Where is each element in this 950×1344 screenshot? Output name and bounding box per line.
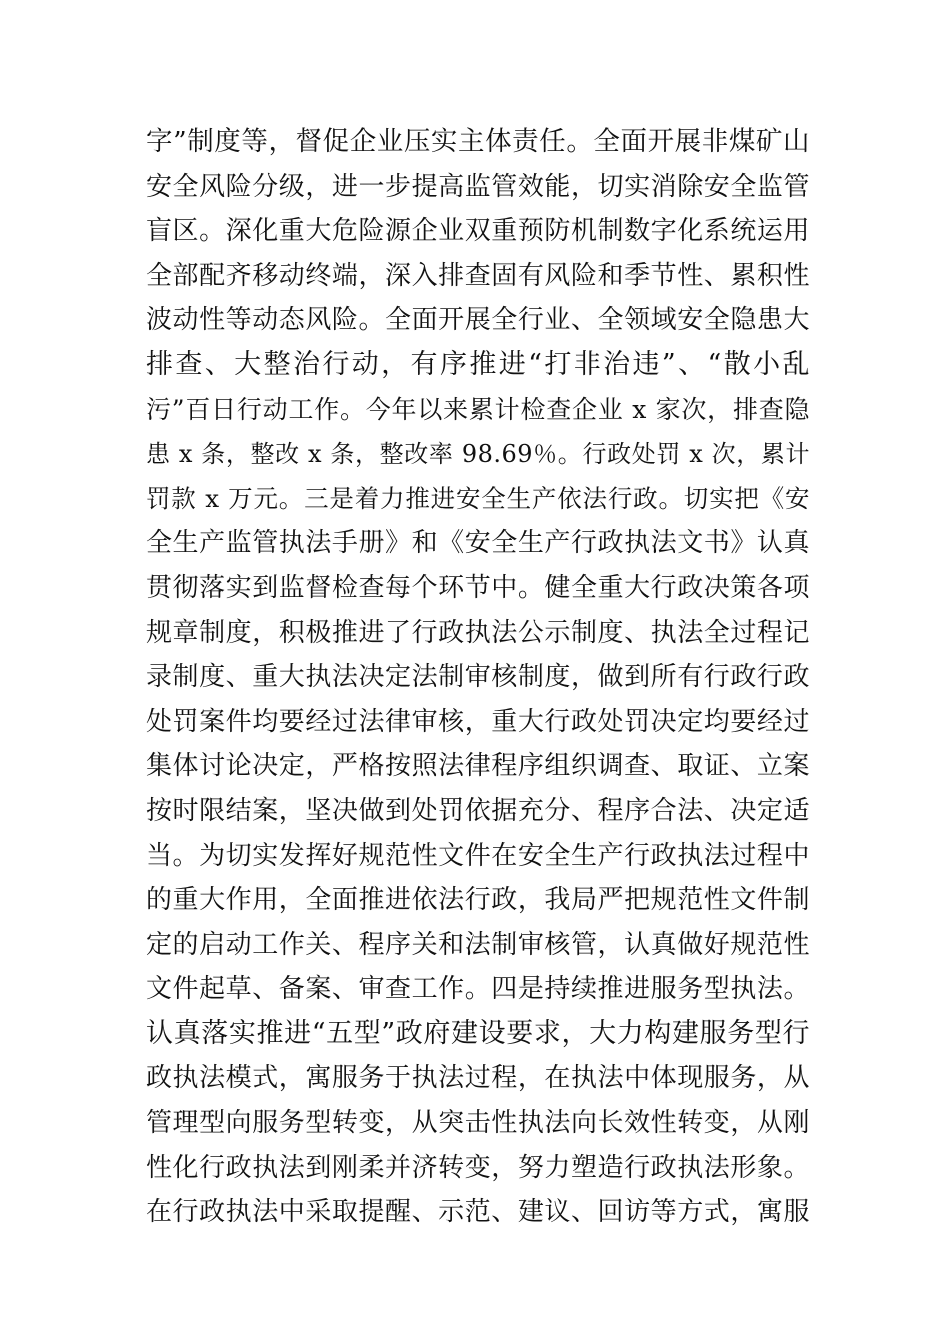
text-line: 性化行政执法到刚柔并济转变，努力塑造行政执法形象。 (146, 1152, 810, 1183)
text-line: 定的启动工作关、程序关和法制审核管，认真做好规范性 (146, 929, 810, 960)
text-line: 政执法模式，寓服务于执法过程，在执法中体现服务，从 (146, 1063, 810, 1094)
text-line: 盲区。深化重大危险源企业双重预防机制数字化系统运用 (146, 216, 810, 247)
text-line: 的重大作用，全面推进依法行政，我局严把规范性文件制 (146, 885, 810, 916)
text-line: 在行政执法中采取提醒、示范、建议、回访等方式，寓服 (146, 1197, 810, 1228)
text-line: 患 x 条，整改 x 条，整改率 98.69％。行政处罚 x 次，累计 (146, 440, 810, 469)
text-line: 按时限结案，坚决做到处罚依据充分、程序合法、决定适 (146, 795, 810, 826)
text-line: 排查、大整治行动，有序推进“打非治违”、“散小乱 (146, 348, 810, 380)
text-line: 贯彻落实到监督检查每个环节中。健全重大行政决策各项 (146, 572, 810, 603)
text-line: 录制度、重大执法决定法制审核制度，做到所有行政行政 (146, 662, 810, 693)
text-line: 全部配齐移动终端，深入排查固有风险和季节性、累积性 (146, 260, 810, 291)
text-line: 管理型向服务型转变，从突击性执法向长效性转变，从刚 (146, 1108, 810, 1139)
text-line: 认真落实推进“五型”政府建设要求，大力构建服务型行 (146, 1017, 810, 1049)
text-line: 字”制度等，督促企业压实主体责任。全面开展非煤矿山 (146, 126, 810, 157)
text-line: 污”百日行动工作。今年以来累计检查企业 x 家次，排查隐 (146, 394, 810, 424)
body-paragraph (146, 120, 810, 1235)
text-line: 当。为切实发挥好规范性文件在安全生产行政执法过程中 (146, 840, 810, 871)
text-line: 安全风险分级，进一步提高监管效能，切实消除安全监管 (146, 171, 810, 202)
text-line: 波动性等动态风险。全面开展全行业、全领域安全隐患大 (146, 305, 810, 336)
text-line: 全生产监管执法手册》和《安全生产行政执法文书》认真 (146, 528, 810, 559)
text-line: 文件起草、备案、审查工作。四是持续推进服务型执法。 (146, 974, 810, 1005)
text-line: 规章制度，积极推进了行政执法公示制度、执法全过程记 (146, 617, 810, 648)
text-line: 集体讨论决定，严格按照法律程序组织调查、取证、立案 (146, 751, 810, 782)
text-line: 处罚案件均要经过法律审核，重大行政处罚决定均要经过 (146, 706, 810, 737)
text-line: 罚款 x 万元。三是着力推进安全生产依法行政。切实把《安 (146, 483, 810, 513)
